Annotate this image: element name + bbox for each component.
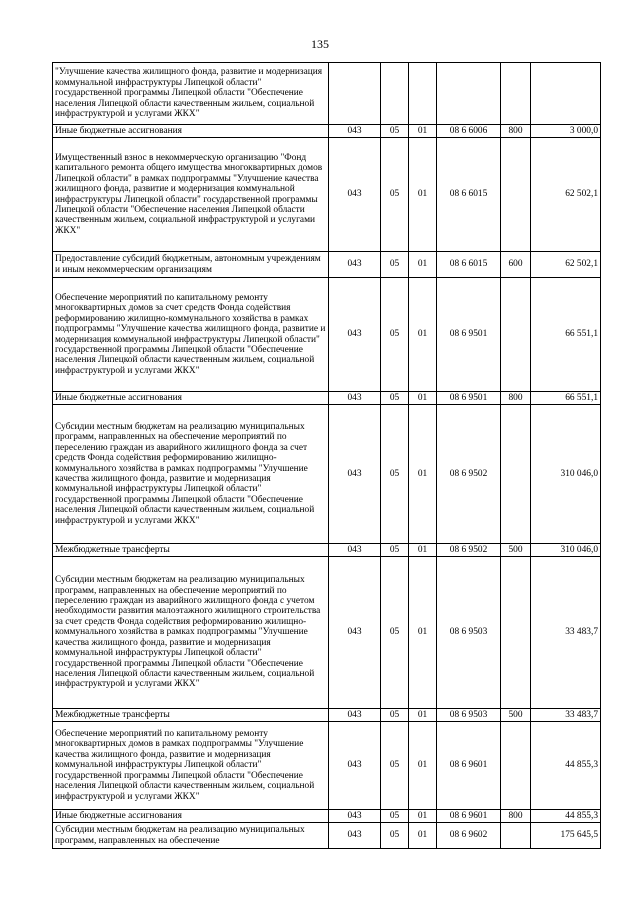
- row-name: Субсидии местным бюджетам на реализацию муниципальных программ, направленных на обеспечение мероприятий по переселению граждан из аварийного жилищного фонда с учетом необходимости развития малоэтажного жилищного строительства за счет средств Фонда содействия реформированию жилищно-коммунального хозяйства в рамках подпрограммы "Улучшение качества жилищного фонда, развитие и модернизация коммунальной инфраструктуры Липецкой области" государственной программы Липецкой области "Обеспечение населения Липецкой области качественным жильем, социальной инфраструктурой и услугами ЖКХ": [53, 557, 329, 709]
- row-name: Иные бюджетные ассигнования: [53, 810, 329, 823]
- amount: 310 046,0: [531, 405, 601, 544]
- ministry-code: 043: [329, 557, 381, 709]
- ministry-code: 043: [329, 125, 381, 138]
- ministry-code: 043: [329, 392, 381, 405]
- subsection-code: 01: [409, 138, 437, 252]
- amount: 33 483,7: [531, 557, 601, 709]
- expense-type-code: [501, 722, 531, 810]
- target-code: 08 6 9601: [437, 722, 501, 810]
- target-code: 08 6 9503: [437, 557, 501, 709]
- subsection-code: 01: [409, 709, 437, 722]
- section-code: 05: [381, 722, 409, 810]
- amount: 44 855,3: [531, 810, 601, 823]
- table-row: [53, 125, 601, 138]
- amount: [531, 63, 601, 125]
- section-code: 05: [381, 125, 409, 138]
- amount: 66 551,1: [531, 392, 601, 405]
- section-code: 05: [381, 138, 409, 252]
- ministry-code: 043: [329, 823, 381, 849]
- ministry-code: 043: [329, 252, 381, 278]
- subsection-code: 01: [409, 405, 437, 544]
- amount: 44 855,3: [531, 722, 601, 810]
- row-name: Предоставление субсидий бюджетным, автономным учреждениям и иным некоммерческим организациям: [53, 252, 329, 278]
- section-code: 05: [381, 823, 409, 849]
- table-row: [53, 810, 601, 823]
- section-code: 05: [381, 709, 409, 722]
- budget-table: [52, 62, 601, 849]
- amount: 66 551,1: [531, 278, 601, 392]
- subsection-code: 01: [409, 557, 437, 709]
- row-name: Межбюджетные трансферты: [53, 709, 329, 722]
- target-code: [437, 63, 501, 125]
- target-code: 08 6 9601: [437, 810, 501, 823]
- section-code: 05: [381, 252, 409, 278]
- target-code: 08 6 9501: [437, 392, 501, 405]
- subsection-code: 01: [409, 544, 437, 557]
- expense-type-code: [501, 138, 531, 252]
- table-row: [53, 392, 601, 405]
- table-row: [53, 544, 601, 557]
- ministry-code: 043: [329, 544, 381, 557]
- target-code: 08 6 9502: [437, 544, 501, 557]
- amount: 62 502,1: [531, 138, 601, 252]
- row-name: Межбюджетные трансферты: [53, 544, 329, 557]
- row-name: Иные бюджетные ассигнования: [53, 392, 329, 405]
- row-name: Субсидии местным бюджетам на реализацию муниципальных программ, направленных на обеспечение: [53, 823, 329, 849]
- subsection-code: 01: [409, 823, 437, 849]
- row-name: Имущественный взнос в некоммерческую организацию "Фонд капитального ремонта общего имущества многоквартирных домов Липецкой области" в рамках подпрограммы "Улучшение качества жилищного фонда, развитие и модернизация коммунальной инфраструктуры Липецкой области" государственной программы Липецкой области "Обеспечение населения Липецкой области качественным жильем, социальной инфраструктурой и услугами ЖКХ": [53, 138, 329, 252]
- row-name: Обеспечение мероприятий по капитальному ремонту многоквартирных домов в рамках подпрограммы "Улучшение качества жилищного фонда, развитие и модернизация коммунальной инфраструктуры Липецкой области" государственной программы Липецкой области "Обеспечение населения Липецкой области качественным жильем, социальной инфраструктурой и услугами ЖКХ": [53, 722, 329, 810]
- row-name: Обеспечение мероприятий по капитальному ремонту многоквартирных домов за счет средств Фонда содействия реформированию жилищно-коммунального хозяйства в рамках подпрограммы "Улучшение качества жилищного фонда, развитие и модернизация коммунальной инфраструктуры Липецкой области" государственной программы Липецкой области "Обеспечение населения Липецкой области качественным жильем, социальной инфраструктурой и услугами ЖКХ": [53, 278, 329, 392]
- subsection-code: [409, 63, 437, 125]
- budget-table-body: [53, 63, 601, 849]
- table-row: [53, 138, 601, 252]
- subsection-code: 01: [409, 278, 437, 392]
- amount: 175 645,5: [531, 823, 601, 849]
- amount: 33 483,7: [531, 709, 601, 722]
- table-row: [53, 557, 601, 709]
- page-number: 135: [311, 37, 329, 51]
- ministry-code: 043: [329, 405, 381, 544]
- section-code: [381, 63, 409, 125]
- subsection-code: 01: [409, 810, 437, 823]
- expense-type-code: [501, 557, 531, 709]
- target-code: 08 6 6006: [437, 125, 501, 138]
- target-code: 08 6 9602: [437, 823, 501, 849]
- expense-type-code: [501, 823, 531, 849]
- row-name: Субсидии местным бюджетам на реализацию муниципальных программ, направленных на обеспечение мероприятий по переселению граждан из аварийного жилищного фонда за счет средств Фонда содействия реформированию жилищно-коммунального хозяйства в рамках подпрограммы "Улучшение качества жилищного фонда, развитие и модернизация коммунальной инфраструктуры Липецкой области" государственной программы Липецкой области "Обеспечение населения Липецкой области качественным жильем, социальной инфраструктурой и услугами ЖКХ": [53, 405, 329, 544]
- amount: 62 502,1: [531, 252, 601, 278]
- table-row: [53, 278, 601, 392]
- row-name: "Улучшение качества жилищного фонда, развитие и модернизация коммунальной инфраструктуры Липецкой области" государственной программы Липецкой области "Обеспечение населения Липецкой области качественным жильем, социальной инфраструктурой и услугами ЖКХ": [53, 63, 329, 125]
- table-row: [53, 709, 601, 722]
- amount: 310 046,0: [531, 544, 601, 557]
- section-code: 05: [381, 544, 409, 557]
- expense-type-code: 500: [501, 709, 531, 722]
- subsection-code: 01: [409, 722, 437, 810]
- section-code: 05: [381, 392, 409, 405]
- ministry-code: 043: [329, 278, 381, 392]
- table-row: [53, 63, 601, 125]
- section-code: 05: [381, 278, 409, 392]
- table-row: [53, 823, 601, 849]
- section-code: 05: [381, 557, 409, 709]
- expense-type-code: 600: [501, 252, 531, 278]
- row-name: Иные бюджетные ассигнования: [53, 125, 329, 138]
- subsection-code: 01: [409, 392, 437, 405]
- target-code: 08 6 6015: [437, 252, 501, 278]
- subsection-code: 01: [409, 252, 437, 278]
- section-code: 05: [381, 810, 409, 823]
- target-code: 08 6 9503: [437, 709, 501, 722]
- subsection-code: 01: [409, 125, 437, 138]
- expense-type-code: [501, 405, 531, 544]
- target-code: 08 6 9501: [437, 278, 501, 392]
- ministry-code: 043: [329, 810, 381, 823]
- section-code: 05: [381, 405, 409, 544]
- expense-type-code: [501, 63, 531, 125]
- expense-type-code: 800: [501, 125, 531, 138]
- amount: 3 000,0: [531, 125, 601, 138]
- ministry-code: 043: [329, 709, 381, 722]
- ministry-code: 043: [329, 722, 381, 810]
- target-code: 08 6 9502: [437, 405, 501, 544]
- target-code: 08 6 6015: [437, 138, 501, 252]
- expense-type-code: [501, 278, 531, 392]
- expense-type-code: 800: [501, 810, 531, 823]
- table-row: [53, 722, 601, 810]
- expense-type-code: 800: [501, 392, 531, 405]
- ministry-code: [329, 63, 381, 125]
- table-row: [53, 405, 601, 544]
- expense-type-code: 500: [501, 544, 531, 557]
- ministry-code: 043: [329, 138, 381, 252]
- table-row: [53, 252, 601, 278]
